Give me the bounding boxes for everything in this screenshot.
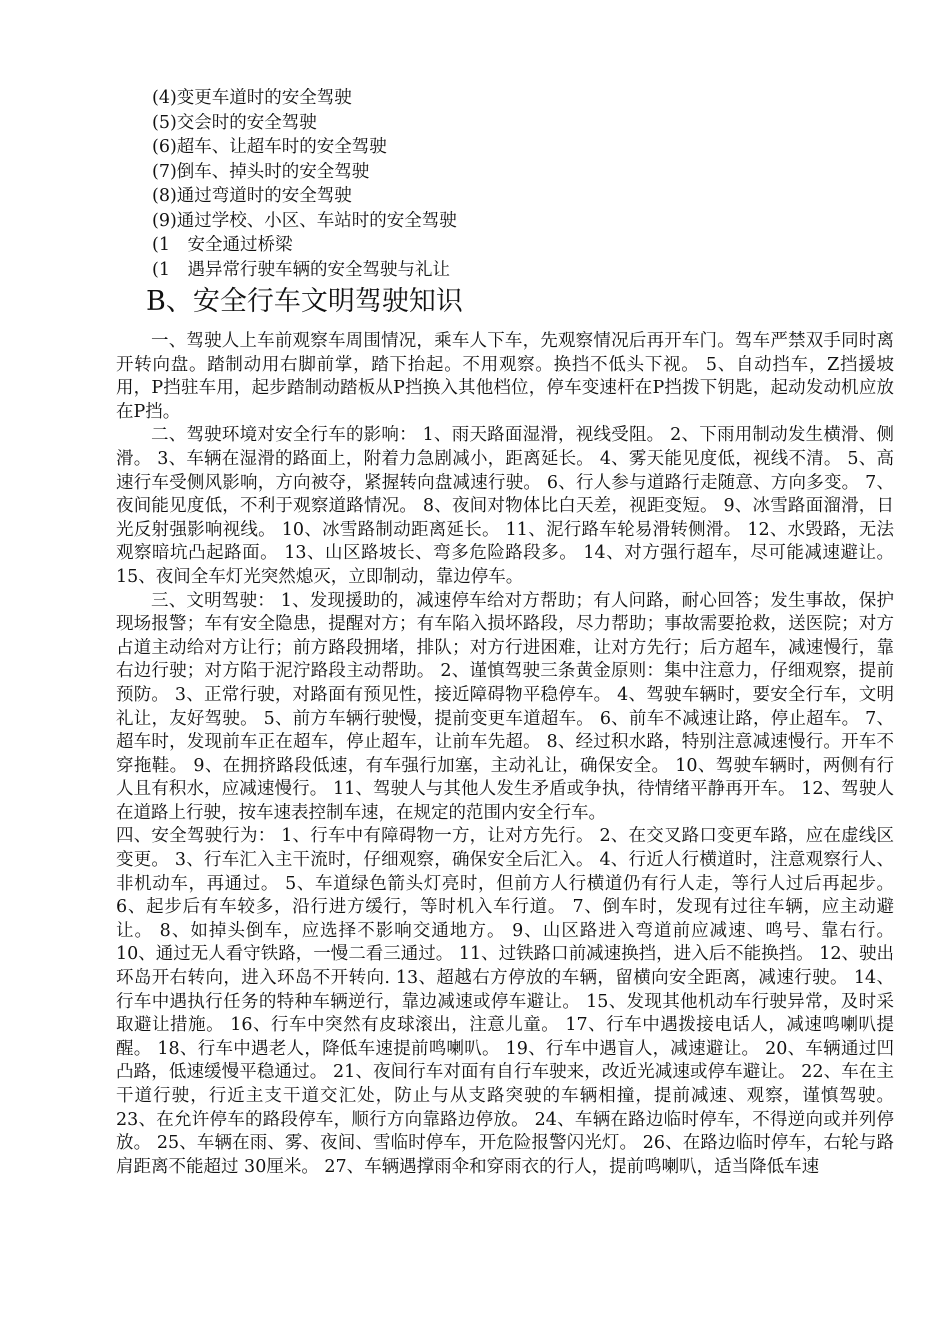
document-body: [116, 330, 894, 1179]
section-heading: B、安全行车文明驾驶知识: [146, 286, 463, 317]
numbered-list: [152, 86, 872, 282]
list-item: (4)变更车道时的安全驾驶: [152, 88, 352, 108]
list-item: (7)倒车、掉头时的安全驾驶: [152, 161, 370, 182]
list-item: (9)通过学校、小区、车站时的安全驾驶: [152, 210, 457, 231]
list-item: (6)超车、让超车时的安全驾驶: [152, 137, 387, 157]
paragraph-driving-environment: 二、驾驶环境对安全行车的影响： 1、雨天路面湿滑，视线受阻。 2、下雨用制动发生横滑、侧滑。 3、车辆在湿滑的路面上，附着力急剧减小，距离延长。 4、雾天能见度低，视线不清。 5、高速行车受侧风影响，方向被夺，紧握转向盘减速行驶。 6、行人参与道路行走随意、方向多变。 7、夜间能见度低，不利于观察道路情况。 8、夜间对物体比白天差，视距变短。 9、冰雪路面溜滑，日光反射强影响视线。 10、冰雪路制动距离延长。 11、泥行路车轮易滑转侧滑。 12、水毁路，无法观察暗坑凸起路面。 13、山区路坡长、弯多危险路段多。 14、对方强行超车，尽可能减速避让。 15、夜间全车灯光突然熄灭，立即制动，靠边停车。: [116, 425, 894, 587]
list-item: (1 遇异常行驶车辆的安全驾驶与礼让: [152, 259, 450, 280]
list-item: (5)交会时的安全驾驶: [152, 112, 317, 133]
paragraph-safe-driving-behavior: 四、安全驾驶行为： 1、行车中有障碍物一方，让对方先行。 2、在交叉路口变更车路，应在虚线区变更。 3、行车汇入主干流时，仔细观察，确保安全后汇入。 4、行近人行横道时，注意观察行人、非机动车，再通过。 5、车道绿色箭头灯亮时，但前方人行横道仍有行人走，等行人过后再起步。 6、起步后有车较多，沿行进方缓行，等时机入车行道。 7、倒车时，发现有过往车辆，应主动避让。 8、如掉头倒车，应选择不影响交通地方。 9、山区路进入弯道前应减速、鸣号、靠右行。 10、通过无人看守铁路，一慢二看三通过。 11、过铁路口前减速换挡，进入后不能换挡。 12、驶出环岛开右转向，进入环岛不开转向. 13、超越右方停放的车辆，留横向安全距离，减速行驶。 14、行车中遇执行任务的特种车辆逆行，靠边减速或停车避让。 15、发现其他机动车行驶异常，及时采取避让措施。 16、行车中突然有皮球滚出，注意儿童。 17、行车中遇拨接电话人，减速鸣喇叭提醒。 18、行车中遇老人，降低车速提前鸣喇叭。 19、行车中遇盲人，减速避让。 20、车辆通过凹凸路，低速缓慢平稳通过。 21、夜间行车对面有自行车驶来，改近光减速或停车避让。 22、车在主干道行驶，行近主支干道交汇处，防止与从支路突驶的车辆相撞，提前减速、观察，谨慎驾驶。 23、在允许停车的路段停车，顺行方向靠路边停放。 24、车辆在路边临时停车，不得逆向或并列停放。 25、车辆在雨、雾、夜间、雪临时停车，开危险报警闪光灯。 26、在路边临时停车，右轮与路肩距离不能超过 30厘米。 27、车辆遇撑雨伞和穿雨衣的行人，提前鸣喇叭，适当降低车速: [116, 826, 894, 1177]
list-item: (8)通过弯道时的安全驾驶: [152, 186, 352, 206]
list-item: (1 安全通过桥梁: [152, 235, 293, 255]
paragraph-driver-observation: 一、驾驶人上车前观察车周围情况，乘车人下车，先观察情况后再开车门。驾车严禁双手同时离开转向盘。踏制动用右脚前掌，踏下抬起。不用观察。换挡不低头下视。 5、自动挡车，Z挡援坡用，P挡驻车用，起步踏制动踏板从P挡换入其他档位，停车变速杆在P挡拨下钥匙，起动发动机应放在P挡。: [116, 331, 894, 422]
paragraph-civilized-driving: 三、文明驾驶： 1、发现援助的，减速停车给对方帮助；有人问路，耐心回答；发生事故，保护现场报警；车有安全隐患，提醒对方；有车陷入损坏路段，尽力帮助；事故需要抢救，送医院；对方占道主动给对方让行；前方路段拥堵，排队；对方行进困难，让对方先行；后方超车，减速慢行，靠右边行驶；对方陷于泥泞路段主动帮助。 2、谨慎驾驶三条黄金原则：集中注意力，仔细观察，提前预防。 3、正常行驶，对路面有预见性，接近障碍物平稳停车。 4、驾驶车辆时，要安全行车，文明礼让，友好驾驶。 5、前方车辆行驶慢，提前变更车道超车。 6、前车不减速让路，停止超车。 7、超车时，发现前车正在超车，停止超车，让前车先超。 8、经过积水路，特别注意减速慢行。开车不穿拖鞋。 9、在拥挤路段低速，有车强行加塞，主动礼让，确保安全。 10、驾驶车辆时，两侧有行人且有积水，应减速慢行。 11、驾驶人与其他人发生矛盾或争执，待情绪平静再开车。 12、驾驶人在道路上行驶，按车速表控制车速，在规定的范围内安全行车。: [116, 590, 894, 823]
